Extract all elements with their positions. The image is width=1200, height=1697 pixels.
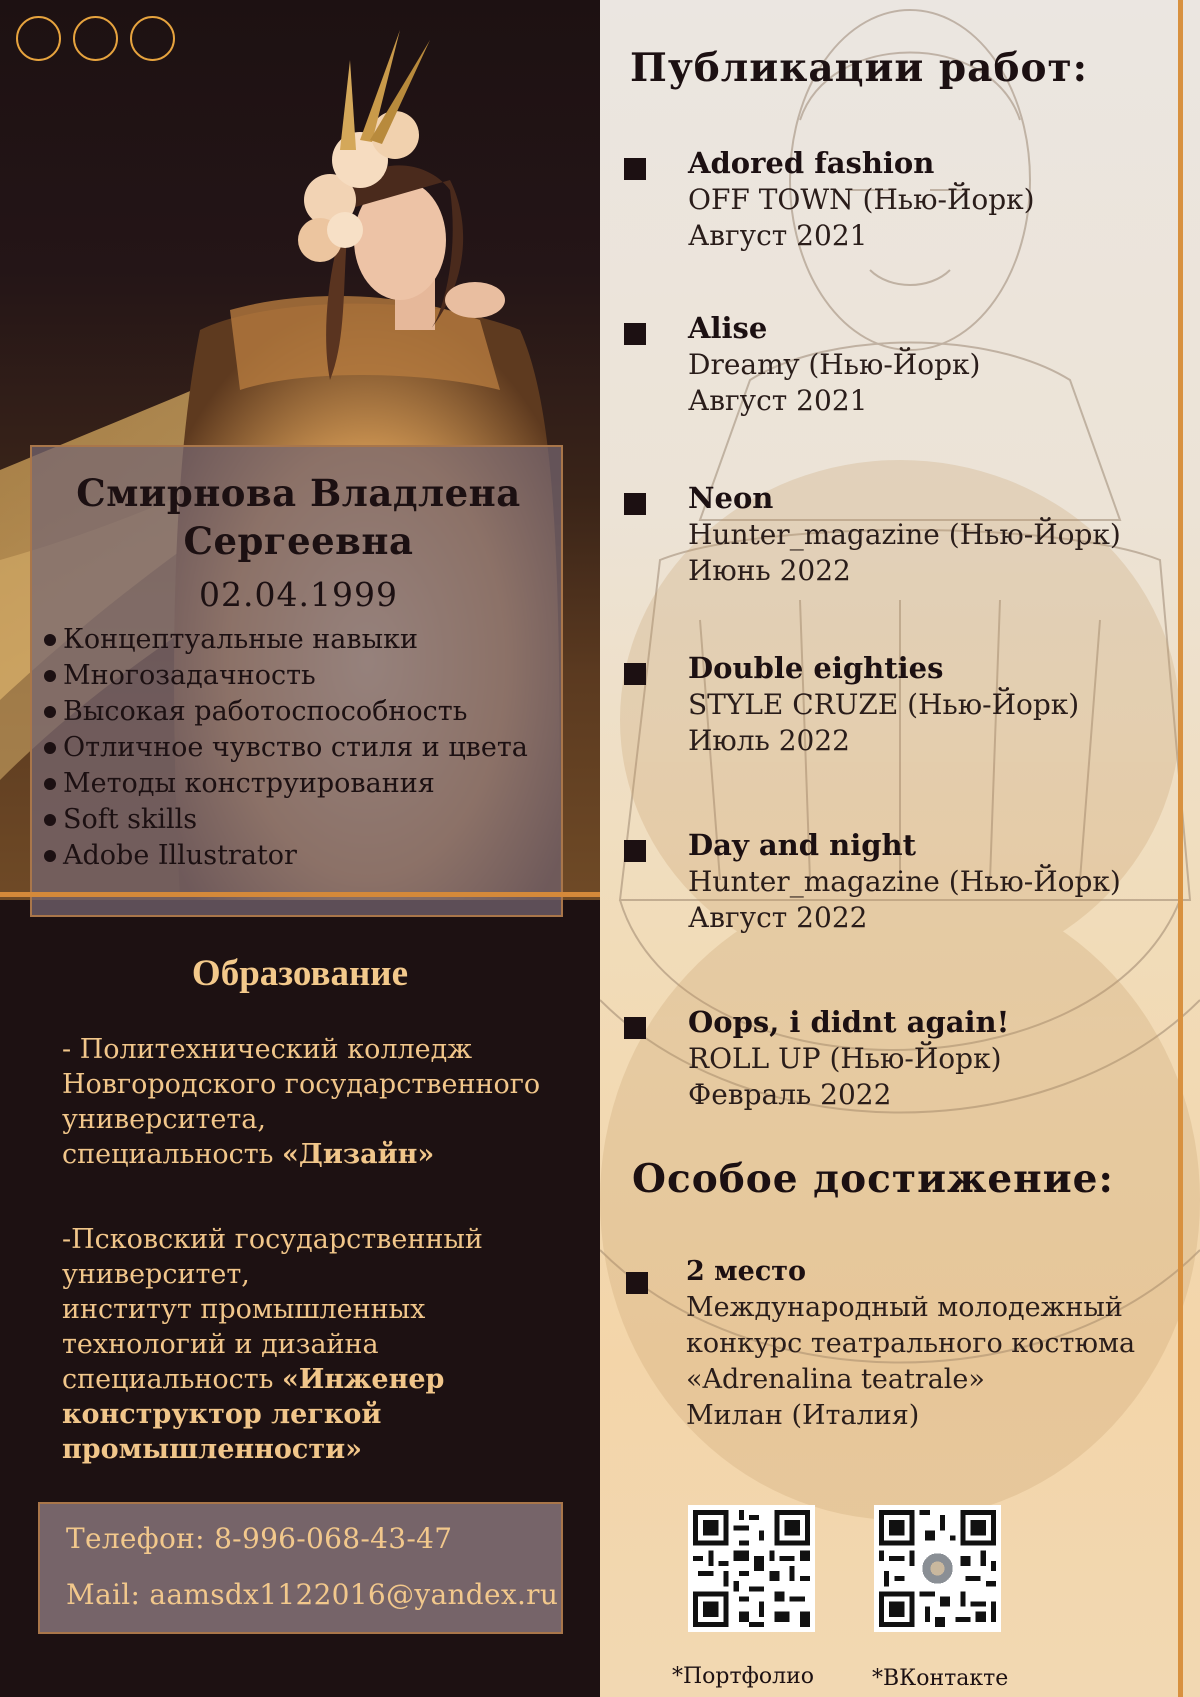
square-bullet-icon [624, 840, 646, 862]
achievement-title: Особое достижение: [632, 1156, 1114, 1202]
skill-item: Soft skills [44, 802, 528, 838]
square-bullet-icon [624, 663, 646, 685]
bullet-icon [44, 634, 56, 646]
birth-date: 02.04.1999 [199, 575, 398, 614]
bullet-icon [44, 814, 56, 826]
circle-icon [73, 16, 118, 61]
full-name [32, 469, 565, 565]
name-line-2: Сергеевна [183, 519, 414, 563]
skill-item: Многозадачность [44, 658, 528, 694]
skill-item: Высокая работоспособность [44, 694, 528, 730]
specialty-name: «Инженер [282, 1364, 445, 1395]
skills-list [44, 622, 528, 874]
circle-icon [16, 16, 61, 61]
bullet-icon [44, 706, 56, 718]
contacts-box [38, 1502, 563, 1634]
phone-number[interactable]: Телефон: 8-996-068-43-47 [66, 1522, 453, 1555]
profile-card [30, 445, 563, 917]
portfolio-qr-code-icon[interactable] [688, 1505, 815, 1632]
square-bullet-icon [624, 158, 646, 180]
decorative-circles [16, 16, 175, 61]
education-item-2: -Псковский государственный университет, институт промышленных технологий и дизайна специальность «Инженер конструктор легкой промышленности» [62, 1224, 483, 1465]
square-bullet-icon [624, 493, 646, 515]
vk-qr-code-icon[interactable] [874, 1505, 1001, 1632]
divider [0, 892, 600, 897]
name-line-1: Смирнова Владлена [76, 471, 521, 515]
bullet-icon [44, 850, 56, 862]
bullet-icon [44, 778, 56, 790]
skill-item: Методы конструирования [44, 766, 528, 802]
vk-caption: *ВКонтакте [872, 1666, 1009, 1691]
square-bullet-icon [624, 1017, 646, 1039]
bullet-icon [44, 670, 56, 682]
right-column: Публикации работ: Adored fashion OFF TOWN (Нью-Йорк) Август 2021 Alise Dreamy (Нью-Йорк) Август 2021 Neon Hunter_magazine (Нью-Йорк) Июнь 2022 Double eighties STYLE CRUZE (Нью-Йорк) Июль 2022 Day and night Hunter_magazine (Нью-Йорк) Август 2022 Oops, i didnt again! ROLL UP (Нью-Йорк) Февраль 2022 Особое достижение: 2 место Международный молодежный конкурс театрального костюма «Adrenalina teatrale» Милан (Италия) *Портфолио *ВКонтакте [600, 0, 1200, 1697]
square-bullet-icon [626, 1272, 648, 1294]
skill-item: Отличное чувство стиля и цвета [44, 730, 528, 766]
education-title: Образование [191, 953, 409, 994]
skill-item: Концептуальные навыки [44, 622, 528, 658]
skill-item: Adobe Illustrator [44, 838, 528, 874]
vertical-accent-line [1178, 0, 1183, 1697]
square-bullet-icon [624, 323, 646, 345]
education-item-1: - Политехнический колледж Новгородского государственного университета, специальность «Дизайн» [62, 1034, 541, 1170]
portfolio-caption: *Портфолио [672, 1664, 815, 1689]
email-address[interactable]: Mail: aamsdx1122016@yandex.ru [66, 1578, 559, 1611]
bullet-icon [44, 742, 56, 754]
specialty-name: «Дизайн» [282, 1139, 435, 1170]
publications-title: Публикации работ: [630, 45, 1089, 91]
circle-icon [130, 16, 175, 61]
